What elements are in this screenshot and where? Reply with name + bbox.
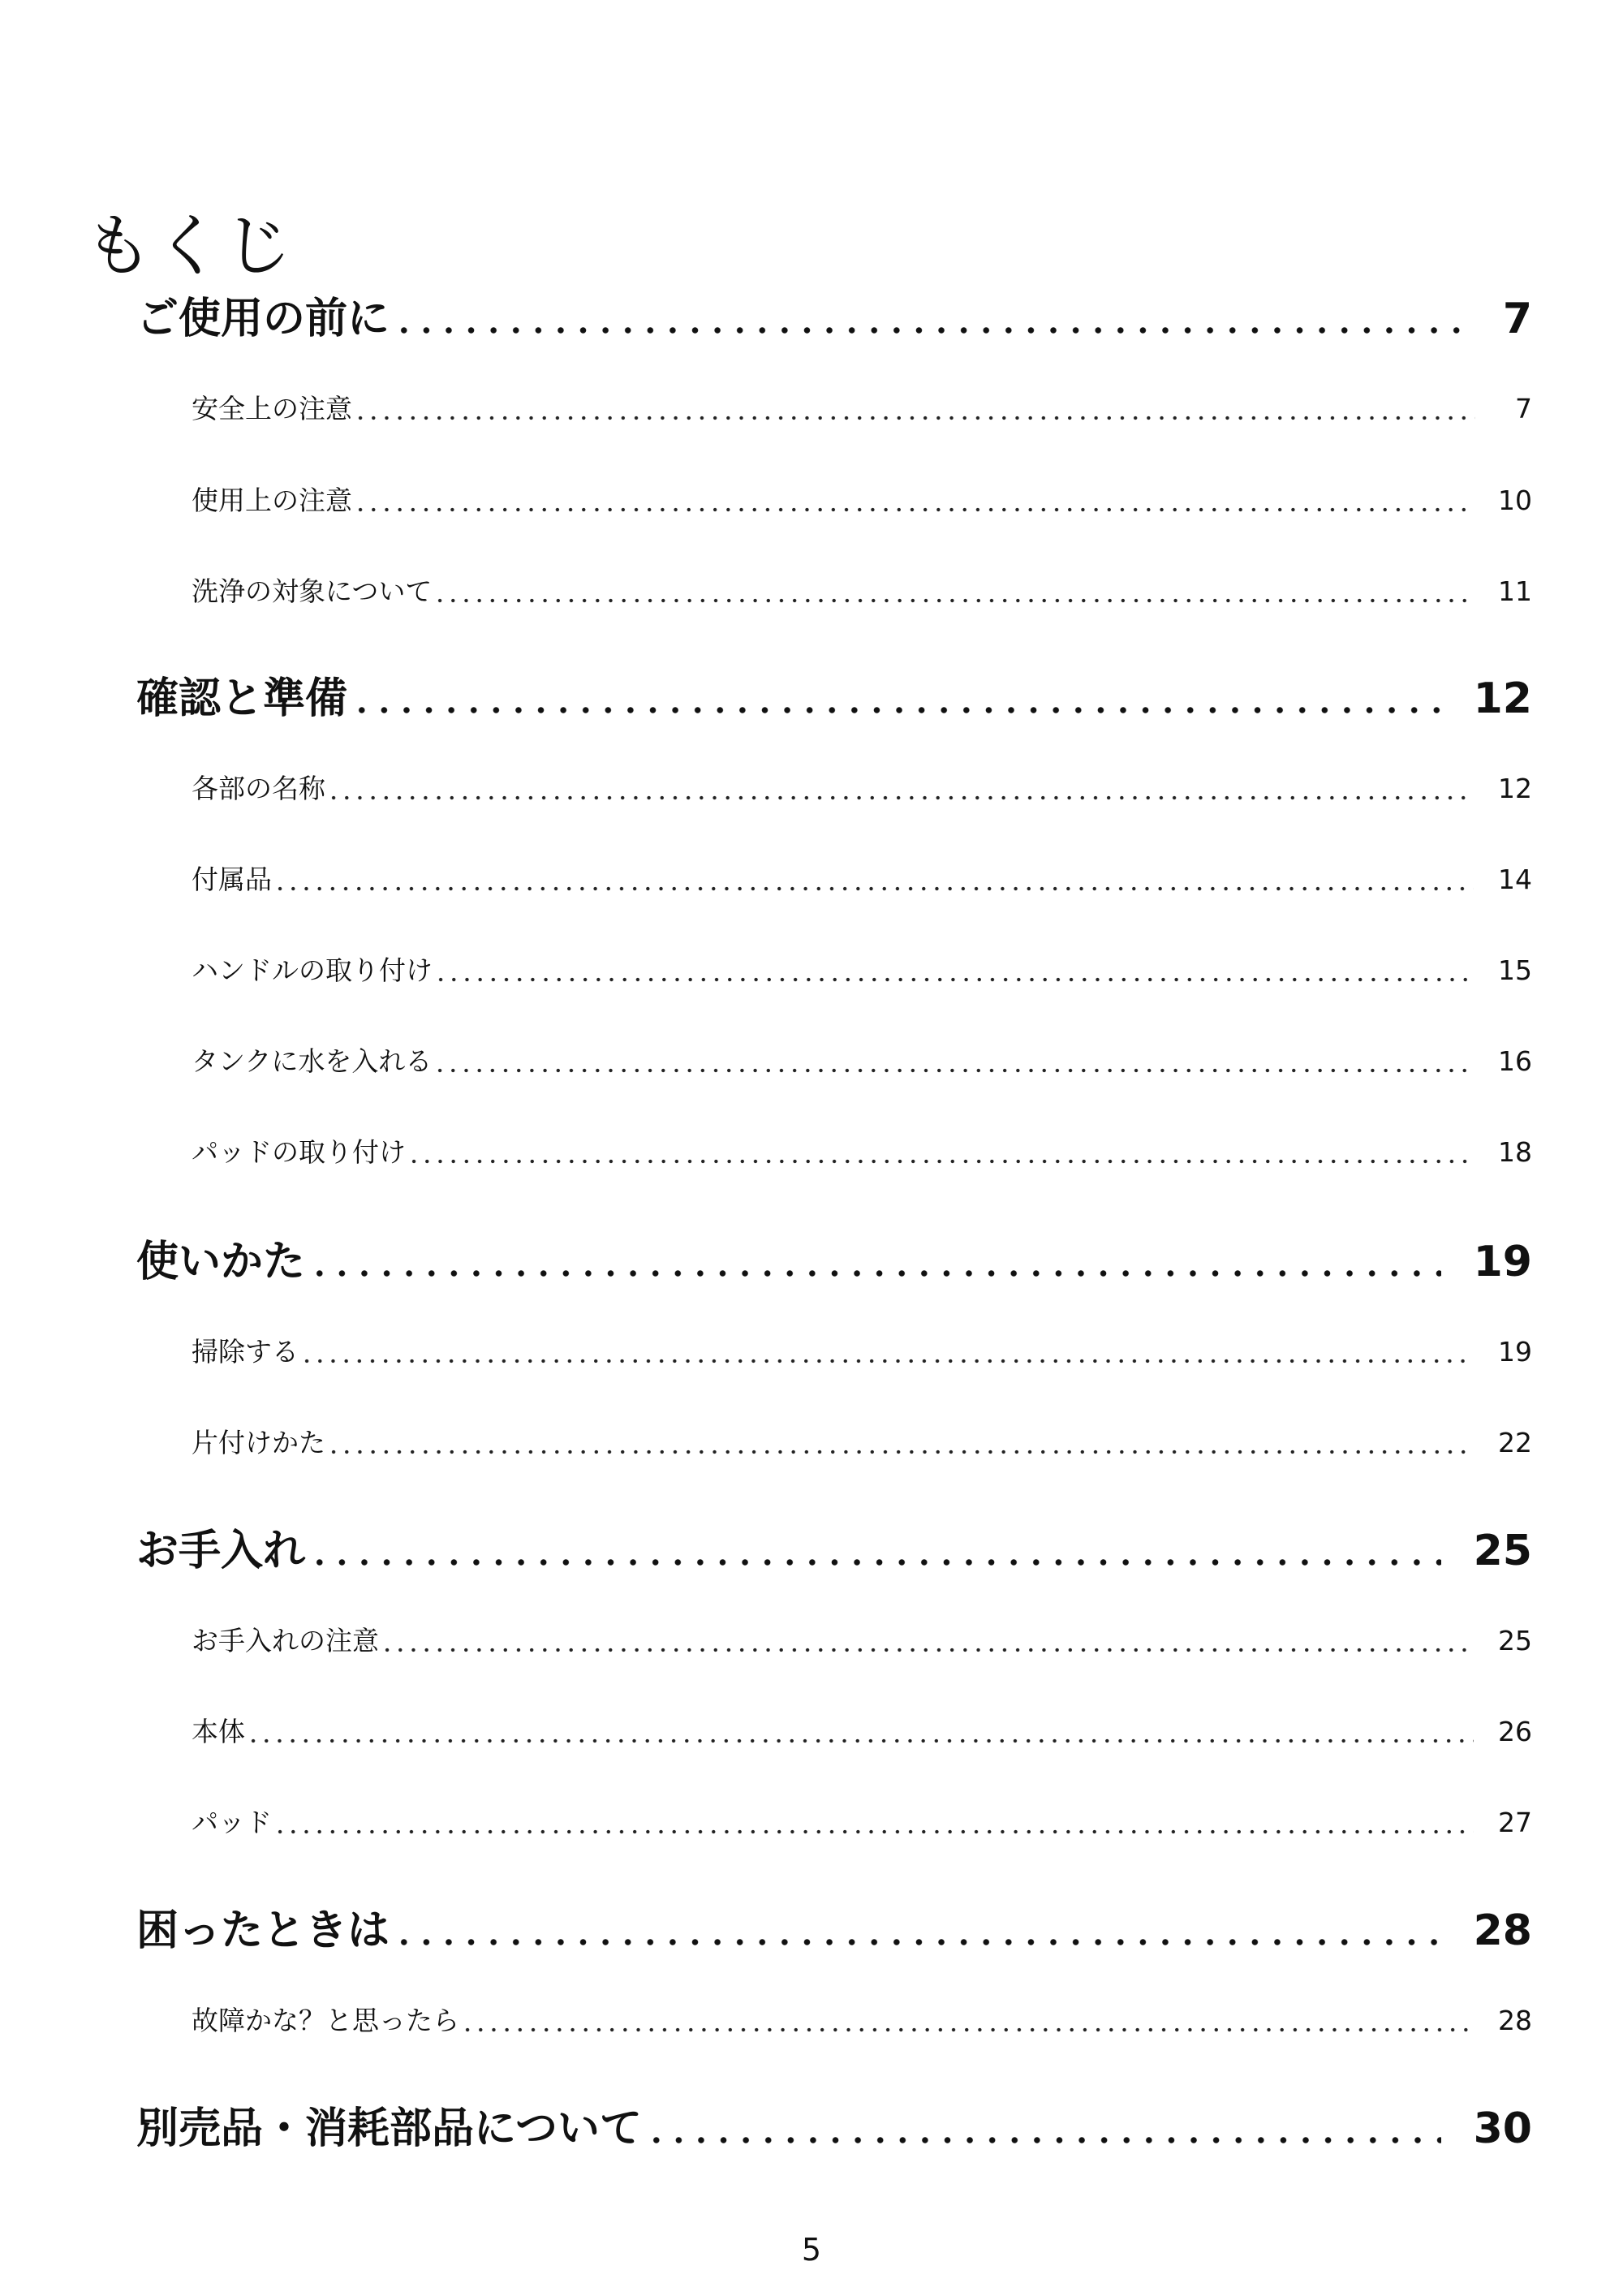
toc-section-fill-tank[interactable]	[192, 1040, 1532, 1079]
dot-leader	[390, 1896, 1441, 1957]
toc-chapter-how-to-use[interactable]	[136, 1227, 1532, 1288]
toc-entry-title: 各部の名称	[192, 773, 325, 804]
toc-entry-page: 15	[1498, 954, 1532, 986]
toc-entry-title: 掃除する	[192, 1336, 299, 1368]
toc-entry-title: 片付けかた	[192, 1427, 325, 1458]
dot-leader	[432, 571, 1474, 609]
toc-entry-title: 付属品	[192, 864, 272, 895]
toc-entry-page: 12	[1498, 773, 1532, 804]
toc-entry-page: 27	[1498, 1807, 1532, 1838]
toc-entry-page: 19	[1498, 1336, 1532, 1368]
toc-section-handle-attach[interactable]	[192, 950, 1532, 988]
toc-entry-page: 11	[1498, 575, 1532, 607]
toc-entry-page: 26	[1498, 1716, 1532, 1747]
toc-entry-title: パッドの取り付け	[192, 1136, 406, 1168]
toc-section-putting-away[interactable]	[192, 1422, 1532, 1460]
toc-entry-page: 12	[1473, 674, 1532, 723]
dot-leader	[459, 2000, 1474, 2038]
dot-leader	[432, 1040, 1474, 1079]
toc-entry-page: 22	[1498, 1427, 1532, 1458]
dot-leader	[352, 388, 1475, 426]
dot-leader	[352, 480, 1474, 518]
toc-entry-page: 18	[1498, 1136, 1532, 1168]
toc-entry-title: パッド	[192, 1807, 272, 1838]
toc-section-main-body[interactable]	[192, 1711, 1532, 1749]
toc-entry-title: タンクに水を入れる	[192, 1045, 433, 1077]
toc-entry-title: ハンドルの取り付け	[192, 954, 433, 986]
dot-leader	[325, 768, 1474, 806]
dot-leader	[347, 664, 1441, 725]
toc-section-cleaning[interactable]	[192, 1331, 1532, 1369]
toc-entry-page: 19	[1473, 1238, 1532, 1286]
page-title: もくじ	[84, 206, 295, 286]
toc-section-part-names[interactable]	[192, 768, 1532, 806]
dot-leader	[325, 1422, 1474, 1460]
toc-chapter-optional-parts[interactable]	[136, 2094, 1532, 2155]
toc-entry-page: 30	[1473, 2104, 1532, 2153]
toc-entry-page: 25	[1498, 1625, 1532, 1656]
toc-chapter-check-and-prepare[interactable]	[136, 664, 1532, 725]
dot-leader	[642, 2094, 1441, 2155]
toc-entry-title: 別売品・消耗部品について	[136, 2104, 642, 2153]
toc-chapter-troubleshooting[interactable]	[136, 1896, 1532, 1957]
toc-section-cleaning-targets[interactable]	[192, 571, 1532, 609]
toc-section-accessories[interactable]	[192, 859, 1532, 897]
toc-section-maintenance-precautions[interactable]	[192, 1620, 1532, 1658]
dot-leader	[305, 1227, 1441, 1288]
toc-entry-title: 安全上の注意	[192, 393, 352, 424]
toc-entry-title: 使いかた	[136, 1238, 306, 1286]
toc-entry-page: 10	[1498, 485, 1532, 516]
toc-entry-page: 28	[1473, 1906, 1532, 1955]
toc-entry-page: 28	[1498, 2005, 1532, 2036]
toc-entry-title: お手入れ	[136, 1527, 306, 1575]
toc-section-malfunction-check[interactable]	[192, 2000, 1532, 2038]
toc-chapter-maintenance[interactable]	[136, 1516, 1532, 1577]
page-number: 5	[801, 2232, 822, 2268]
dot-leader	[379, 1620, 1474, 1658]
dot-leader	[406, 1131, 1474, 1170]
toc-entry-title: 困ったときは	[136, 1906, 390, 1955]
toc-entry-title: 故障かな？と思ったら	[192, 2005, 459, 2036]
dot-leader	[299, 1331, 1474, 1369]
toc-entry-page: 16	[1498, 1045, 1532, 1077]
toc-entry-page: 7	[1502, 295, 1532, 343]
toc-chapter-before-use[interactable]	[136, 284, 1532, 345]
toc-section-pad-attach[interactable]	[192, 1131, 1532, 1170]
toc-entry-title: ご使用の前に	[136, 295, 390, 343]
toc-entry-title: 確認と準備	[136, 674, 348, 723]
toc-entry-title: 本体	[192, 1716, 245, 1747]
toc-section-safety-precautions[interactable]	[192, 388, 1532, 426]
dot-leader	[272, 859, 1474, 897]
dot-leader	[272, 1802, 1474, 1840]
toc-entry-title: 使用上の注意	[192, 485, 352, 516]
toc-section-usage-precautions[interactable]	[192, 480, 1532, 518]
toc-entry-title: 洗浄の対象について	[192, 575, 433, 607]
toc-entry-title: お手入れの注意	[192, 1625, 379, 1656]
toc-section-pad[interactable]	[192, 1802, 1532, 1840]
toc-entry-page: 25	[1473, 1527, 1532, 1575]
dot-leader	[390, 284, 1467, 345]
dot-leader	[305, 1516, 1441, 1577]
toc-entry-page: 7	[1515, 393, 1532, 424]
toc-entry-page: 14	[1498, 864, 1532, 895]
dot-leader	[433, 950, 1474, 988]
dot-leader	[245, 1711, 1474, 1749]
